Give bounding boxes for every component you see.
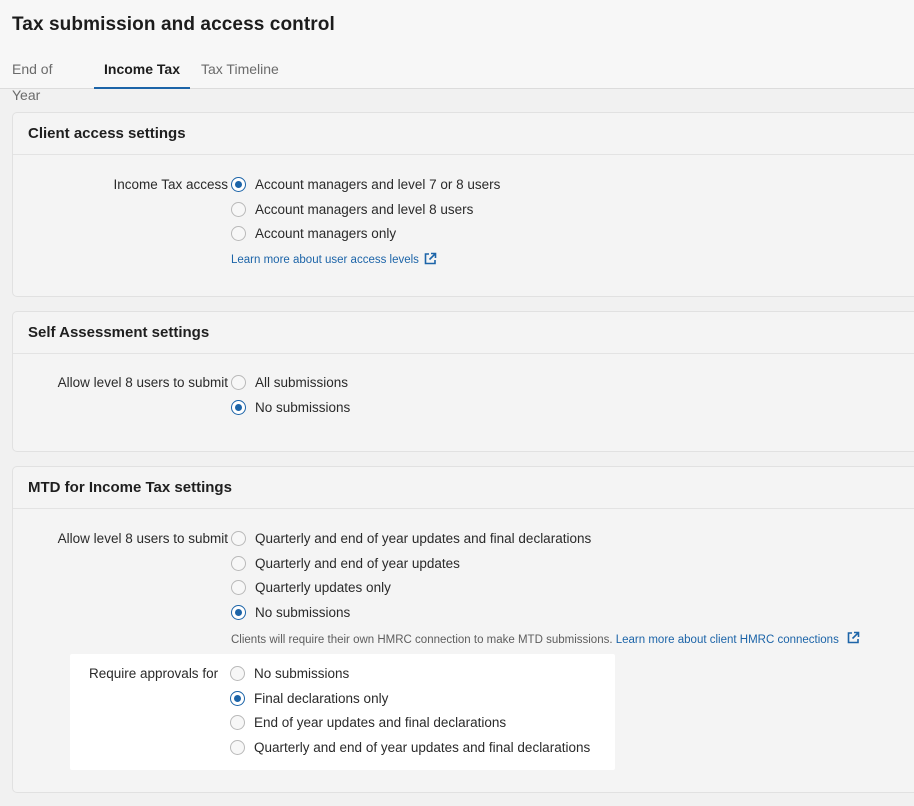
tab-end-of-year[interactable]: End of Year xyxy=(12,61,53,103)
radio-button[interactable] xyxy=(231,202,246,217)
option-label: Quarterly and end of year updates xyxy=(255,555,460,571)
radio-option-quarterly-eoy[interactable] xyxy=(231,553,460,573)
radio-option-managers-only[interactable] xyxy=(231,223,396,243)
option-label: Account managers and level 8 users xyxy=(255,201,474,217)
require-approvals-label: Require approvals for xyxy=(89,666,219,681)
external-link-icon[interactable] xyxy=(846,631,860,648)
self-assessment-card xyxy=(12,311,914,452)
option-label: All submissions xyxy=(255,374,349,390)
hint-text: Clients will require their own HMRC connection to make MTD submissions. xyxy=(231,634,613,646)
option-label: Final declarations only xyxy=(254,690,389,706)
option-label: Account managers only xyxy=(255,225,397,241)
radio-option-approval-none[interactable] xyxy=(230,663,349,683)
option-label: Account managers and level 7 or 8 users xyxy=(255,176,501,192)
radio-button[interactable] xyxy=(231,580,246,595)
radio-button-checked[interactable] xyxy=(231,605,246,620)
page-header xyxy=(0,0,914,103)
radio-option-managers-level-7-8[interactable] xyxy=(231,174,500,194)
radio-option-approval-quarterly-eoy-final[interactable] xyxy=(230,737,590,757)
radio-option-approval-eoy-final[interactable] xyxy=(230,712,506,732)
learn-more-access-levels-link[interactable] xyxy=(231,250,437,270)
radio-button[interactable] xyxy=(231,375,246,390)
radio-button[interactable] xyxy=(230,666,245,681)
require-approvals-section xyxy=(70,654,615,770)
client-access-card xyxy=(12,112,914,297)
radio-button[interactable] xyxy=(231,531,246,546)
option-label: No submissions xyxy=(255,399,351,415)
radio-button[interactable] xyxy=(231,226,246,241)
learn-more-hmrc-link[interactable]: Learn more about client HMRC connections xyxy=(615,634,839,646)
radio-button-checked[interactable] xyxy=(230,691,245,706)
radio-button[interactable] xyxy=(230,715,245,730)
radio-option-approval-final-only[interactable] xyxy=(230,688,388,708)
income-tax-access-label: Income Tax access xyxy=(113,177,228,192)
radio-option-no-submissions[interactable] xyxy=(231,397,350,417)
option-label: Quarterly updates only xyxy=(255,579,391,595)
client-access-title: Client access settings xyxy=(13,113,914,155)
option-label: Quarterly and end of year updates and final declarations xyxy=(254,739,591,755)
hmrc-connection-hint xyxy=(231,631,860,648)
external-link-icon[interactable] xyxy=(423,252,437,269)
tab-bar xyxy=(0,56,914,103)
radio-option-no-submissions[interactable] xyxy=(231,602,350,622)
allow-level-8-label: Allow level 8 users to submit xyxy=(57,531,228,546)
radio-option-quarterly-eoy-final[interactable] xyxy=(231,528,591,548)
option-label: Quarterly and end of year updates and final declarations xyxy=(255,530,592,546)
link-text[interactable]: Learn more about user access levels xyxy=(231,254,419,266)
mtd-settings-title: MTD for Income Tax settings xyxy=(13,467,914,509)
radio-button-checked[interactable] xyxy=(231,177,246,192)
page-title: Tax submission and access control xyxy=(12,14,335,35)
option-label: End of year updates and final declarations xyxy=(254,714,507,730)
radio-button-checked[interactable] xyxy=(231,400,246,415)
allow-level-8-label: Allow level 8 users to submit xyxy=(57,375,228,390)
radio-option-managers-level-8[interactable] xyxy=(231,199,473,219)
radio-button[interactable] xyxy=(230,740,245,755)
radio-option-quarterly-only[interactable] xyxy=(231,577,391,597)
radio-button[interactable] xyxy=(231,556,246,571)
self-assessment-title: Self Assessment settings xyxy=(13,312,914,354)
option-label: No submissions xyxy=(255,604,351,620)
option-label: No submissions xyxy=(254,665,350,681)
radio-option-all-submissions[interactable] xyxy=(231,372,348,392)
tab-tax-timeline[interactable]: Tax Timeline xyxy=(201,61,279,77)
tab-income-tax[interactable]: Income Tax xyxy=(94,56,190,89)
